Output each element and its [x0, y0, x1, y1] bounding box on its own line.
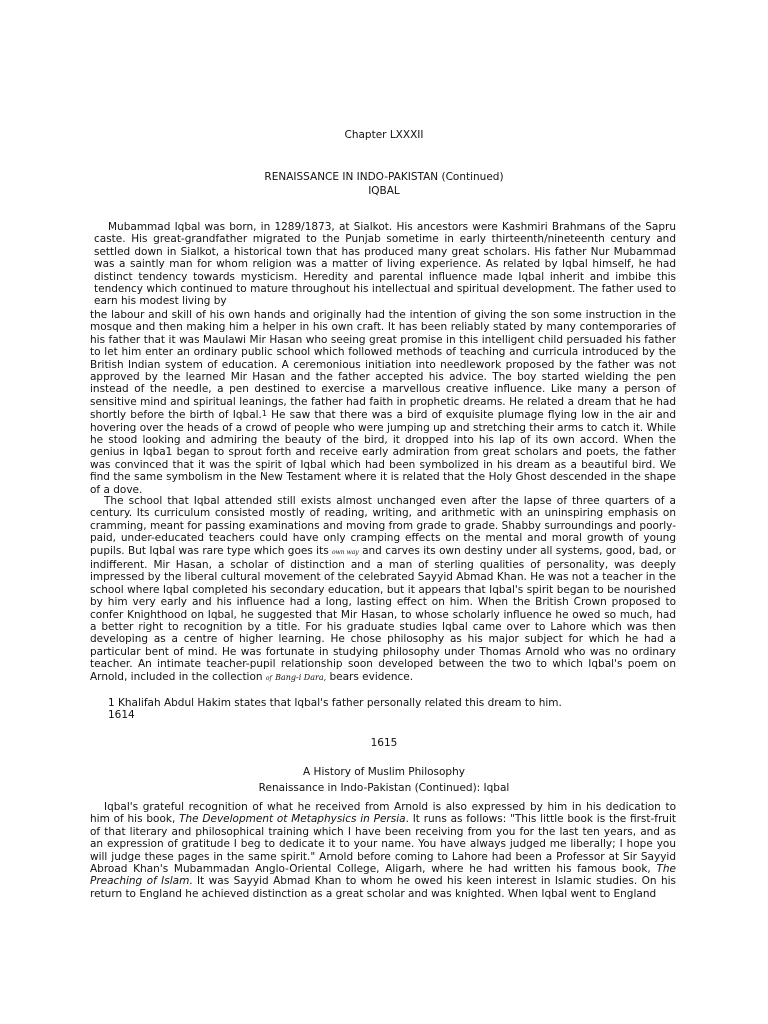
running-head-section: Renaissance in Indo-Pakistan (Continued): Iqbal: [258, 782, 510, 794]
running-head-book: A History of Muslim Philosophy: [303, 766, 465, 778]
bang-i-dara-title: Bang-i Dara,: [275, 672, 327, 682]
paragraph-4-text-c: . It was Sayyid Abmad Khan to whom he owed his keen interest in Islamic studies. On his return to England he achieved distinction as a great scholar and was knighted. When Iqbal went to England: [90, 875, 676, 900]
paragraph-2-text-b: He saw that there was a bird of exquisite plumage flying low in the air and hovering over the heads of a crowd of people who were jumping up and stretching their arms to catch it. While he stood looking and admiring the beauty of the bird, it dropped into his lap of its own accord. When the genius in Iqba1 began to sprout forth and receive early admiration from great scholars and poets, the father was convinced that it was the spirit of Iqbal which had been symbolized in his dream as a beautiful bird. We find the same symbolism in the New Testament where it is related that the Holy Ghost descended in the shape of a dove.: [90, 409, 676, 496]
paragraph-3: [90, 495, 676, 685]
own-way-annotation: own way: [332, 548, 359, 556]
paragraph-2: [90, 309, 676, 496]
paragraph-2-text-a: the labour and skill of his own hands and originally had the intention of giving the son some instruction in the mosque and then making him a helper in his own craft. It has been reliably stated by many contemporaries of his father that it was Maulawi Mir Hasan who seeing great promise in this intelligent child persuaded his father to let him enter an ordinary public school which followed methods of teaching and curricula introduced by the British Indian system of education. A ceremonious initiation into needlework proposed by the father was not approved by the learned Mir Hasan and the father accepted his advice. The boy started wielding the pen instead of the needle, a pen destined to exercise a marvellous creative influence. Like many a person of sensitive mind and spiritual leanings, the father had faith in prophetic dreams. He related a dream that he had shortly before the birth of Iqbal.: [90, 309, 676, 422]
footnote-block: [108, 697, 678, 722]
paragraph-3-text-c: bears evidence.: [326, 670, 414, 683]
book-title-metaphysics: The Development ot Metaphysics in Persia: [179, 813, 406, 826]
page-number-1614: 1614: [108, 709, 135, 722]
of-annotation: of: [265, 674, 272, 682]
paragraph-3-text-b: and carves its own destiny under all systems, good, bad, or indifferent. Mir Hasan, a scholar of distinction and a man of sterling qualities of personality, was deeply impressed by the liberal cultural movement of the celebrated Sayyid Abmad Khan. He was not a teacher in the school where Iqbal completed his secondary education, but it appears that Iqbal's spirit began to be nourished by him very early and his influence had a long, lasting effect on him. When the British Crown proposed to confer Knighthood on Iqbal, he suggested that Mir Hasan, to whose scholarly influence he owed so much, had a better right to recognition by a title. For his graduate studies Iqbal came over to Lahore which was then developing as a centre of higher learning. He chose philosophy as his major subject for which he had a particular bent of mind. He was fortunate in studying philosophy under Thomas Arnold who was no ordinary teacher. An intimate teacher-pupil relationship soon developed between the two to which Iqbal's poem on Arnold, included in the collection: [90, 544, 676, 683]
chapter-heading: Chapter LXXXII: [344, 129, 424, 141]
paragraph-1: Mubammad Iqbal was born, in 1289/1873, at Sialkot. His ancestors were Kashmiri Brahmans of the Sapru caste. His great-grandfather migrated to the Punjab sometime in early thirteenth/nineteenth century and settled down in Sialkot, a historical town that has produced many great scholars. His father Nur Mubammad was a saintly man for whom religion was a matter of living experience. As related by Iqbal himself, he had distinct tendency towards mysticism. Heredity and parental influence made Iqbal inherit and imbibe this tendency which continued to mature throughout his intellectual and spiritual development. The father used to earn his modest living by: [94, 221, 676, 308]
chapter-subtitle: IQBAL: [368, 185, 400, 197]
paragraph-4-text-a: Iqbal's grateful recognition of what he received from Arnold is also expressed by him in his dedication to him of his book,: [90, 801, 676, 826]
book-title-preaching: The Preaching of Islam: [90, 863, 676, 888]
paragraph-3-text-a: The school that Iqbal attended still exists almost unchanged even after the lapse of three quarters of a century. Its curriculum consisted mostly of reading, writing, and arithmetic with an uninspiring emphasis on cramming, meant for passing examinations and moving from grade to grade. Shabby surroundings and poorly-paid, under-educated teachers could have only cramping effects on the mental and moral growth of young pupils. But Iqbal was rare type which goes its: [90, 495, 676, 557]
chapter-title: RENAISSANCE IN INDO-PAKISTAN (Continued): [264, 171, 504, 183]
page-number-1615: 1615: [370, 737, 398, 749]
paragraph-4-text-b: . It runs as follows: "This little book is the first-fruit of that literary and philosophical training which I have been receiving from you for the last ten years, and as an expression of gratitude I beg to dedicate it to your name. You have always judged me liberally; I hope you will judge these pages in the same spirit." Arnold before coming to Lahore had been a Professor at Sir Sayyid Abroad Khan's Mubammadan Anglo-Oriental College, Aligarh, where he had written his famous book,: [90, 813, 677, 876]
paragraph-4: [90, 801, 676, 900]
footnote-marker: 1: [261, 409, 267, 419]
footnote-text: 1 Khalifah Abdul Hakim states that Iqbal's father personally related this dream to him.: [108, 697, 562, 709]
